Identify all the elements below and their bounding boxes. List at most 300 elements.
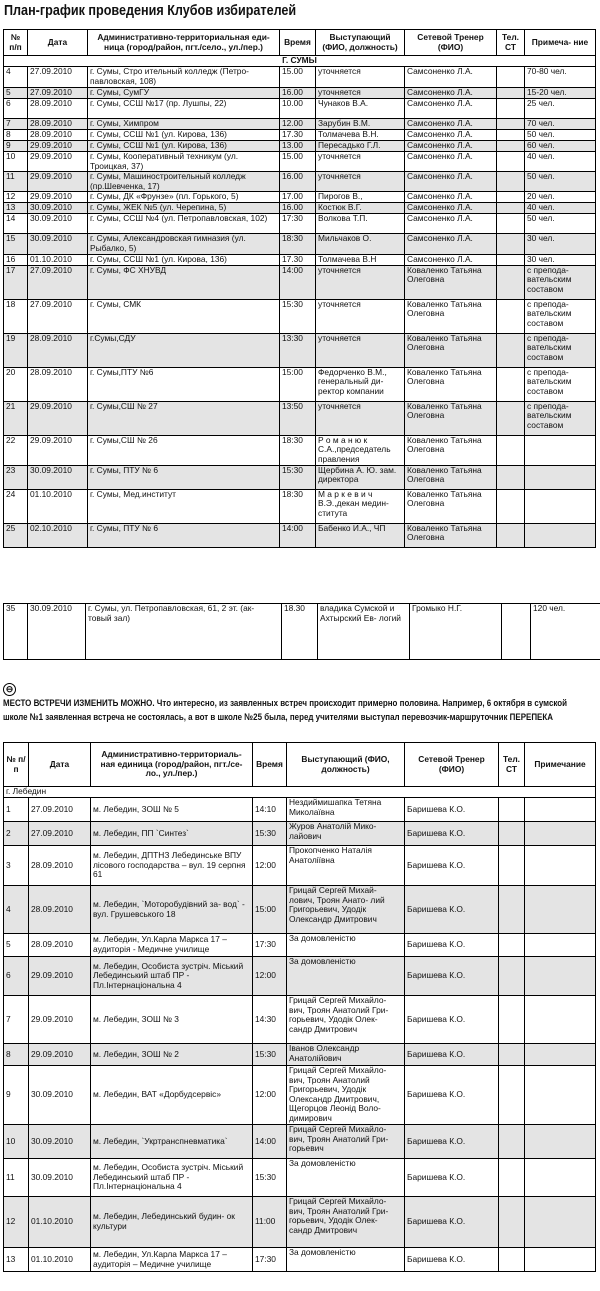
row-speaker: Щербина А. Ю. зам. директора [316,465,405,489]
row-note: 60 чел. [525,141,596,152]
table-row [4,1159,596,1197]
row-time: 14:00 [280,523,316,547]
row-place: г. Сумы, СумГУ [88,88,280,99]
section-row [4,56,596,67]
row-time: 17.00 [280,192,316,203]
row-place: г. Сумы,ПТУ №6 [88,367,280,401]
row-number: 7 [4,996,29,1044]
row-phone [497,401,525,435]
col-header-place: Административно-территориаль- ная единица (город/район, пгт./се- ло., ул./пер.) [91,743,253,787]
table-row [4,465,596,489]
table-row [4,299,596,333]
row-trainer: Самсоненко Л.А. [405,172,497,192]
row-phone [497,254,525,265]
row-date: 27.09.2010 [28,265,88,299]
row-place: г. Сумы,СШ № 27 [88,401,280,435]
row-note [525,996,596,1044]
row-place: г. Сумы, ССШ №1 (ул. Кирова, 136) [88,254,280,265]
editorial-note-text: МЕСТО ВСТРЕЧИ ИЗМЕНИТЬ МОЖНО. Что интересно, из заявленных встреч происходит примерно половина. Например, 6 октября в сумской школе №1 заявленная встреча не состоялась, а вот в школе №25 была, перед учителями выступал перевозчик-маршруточник ПЕРЕПЕКА [3,698,568,724]
row-speaker: уточняется [316,401,405,435]
row-speaker: уточняется [316,67,405,88]
row-speaker: Грицай Сергей Михай- лович, Троян Анато- лий Григорьевич, Удодік Олександр Дмитрович [287,886,405,934]
row-phone [497,523,525,547]
col-header-speaker: Выступающий (ФИО, должность) [316,30,405,56]
row-place: м. Лебедин, ЗОШ № 2 [91,1044,253,1066]
table-header-row [4,743,596,787]
row-place: м. Лебедин, ЗОШ № 3 [91,996,253,1044]
row-phone [497,234,525,254]
row-number: 14 [4,214,28,234]
row-trainer: Баришева К.О. [405,1159,499,1197]
row-time: 14:10 [253,798,287,822]
row-trainer: Коваленко Татьяна Олеговна [405,401,497,435]
row-time: 15:30 [280,465,316,489]
row-date: 29.09.2010 [28,401,88,435]
row-note: с препода- вательским составом [525,265,596,299]
row-place: м. Лебедин, ПП `Синтез` [91,822,253,846]
row-time: 18:30 [280,435,316,465]
row-trainer: Баришева К.О. [405,1248,499,1272]
row-trainer: Самсоненко Л.А. [405,214,497,234]
row-phone [497,152,525,172]
row-speaker: Грицай Сергей Михайло- вич, Троян Анатолий Гри- горьевич, Удодік Олек- сандр Дмитрович [287,996,405,1044]
row-speaker: М а р к е в и ч В.Э.,декан медин- ститута [316,489,405,523]
col-header-date: Дата [28,30,88,56]
row-phone [497,465,525,489]
row-number: 10 [4,152,28,172]
table-row [4,254,596,265]
row-number: 24 [4,489,28,523]
row-time: 13:50 [280,401,316,435]
table-row [4,152,596,172]
col-header-place: Административно-территориальная еди- ница (город/район, пгт./село., ул./пер.) [88,30,280,56]
row-time: 18:30 [280,489,316,523]
col-header-trainer: Сетевой Тренер (ФИО) [405,30,497,56]
row-place: г. Сумы, ССШ №1 (ул. Кирова, 136) [88,130,280,141]
row-trainer: Коваленко Татьяна Олеговна [405,265,497,299]
table-row [4,99,596,119]
row-trainer: Баришева К.О. [405,846,499,886]
row-phone [499,798,525,822]
row-speaker: Пирогов В., [316,192,405,203]
row-time: 15:30 [253,1159,287,1197]
row-time: 12:00 [253,1066,287,1125]
row-number: 15 [4,234,28,254]
row-note: 50 чел. [525,214,596,234]
schedule-table-lebedin [3,742,596,1272]
row-number: 8 [4,130,28,141]
row-time: 17:30 [280,214,316,234]
row-date: 27.09.2010 [29,798,91,822]
row-trainer: Самсоненко Л.А. [405,192,497,203]
row-date: 29.09.2010 [28,152,88,172]
row-speaker: За домовленістю [287,1248,405,1272]
editorial-note [3,683,595,725]
row-place: г.Сумы,СДУ [88,333,280,367]
row-number: 6 [4,99,28,119]
row-place: г. Сумы, ПТУ № 6 [88,465,280,489]
table-row [4,119,596,130]
row-note: 50 чел. [525,130,596,141]
row-phone [497,119,525,130]
row-note: 70-80 чел. [525,67,596,88]
row-trainer: Самсоненко Л.А. [405,119,497,130]
row-time: 15:30 [280,299,316,333]
row-number: 7 [4,119,28,130]
row-date: 29.09.2010 [29,957,91,996]
row-trainer: Самсоненко Л.А. [405,130,497,141]
row-note [525,822,596,846]
row-trainer: Баришева К.О. [405,934,499,957]
row-speaker: уточняется [316,333,405,367]
row-phone [497,333,525,367]
row-number: 11 [4,172,28,192]
row-time: 13:30 [280,333,316,367]
row-note: 25 чел. [525,99,596,119]
section-title-sumy: Г. СУМЫ [4,56,596,67]
row-date: 28.09.2010 [28,333,88,367]
row-date: 28.09.2010 [28,99,88,119]
row-number: 8 [4,1044,29,1066]
row-date: 29.09.2010 [29,996,91,1044]
row-speaker: Нездиймишапка Тетяна Миколаївна [287,798,405,822]
row-note: 30 чел. [525,254,596,265]
row-note: 40 чел. [525,203,596,214]
row-place: г. Сумы, Стро ительный колледж (Петро- павловская, 108) [88,67,280,88]
row-date: 29.09.2010 [28,192,88,203]
row-speaker: За домовленістю [287,1159,405,1197]
row-note [525,1066,596,1125]
row-note: с препода- вательским составом [525,333,596,367]
row-number: 5 [4,934,29,957]
table-row [4,604,600,660]
row-time: 12.00 [280,119,316,130]
row-phone [497,203,525,214]
row-time: 11:00 [253,1197,287,1248]
row-date: 27.09.2010 [28,88,88,99]
row-speaker: уточняется [316,152,405,172]
table-row [4,1248,596,1272]
row-phone [499,886,525,934]
row-place: г. Сумы, Александровская гимназия (ул. Рыбалко, 5) [88,234,280,254]
row-number: 10 [4,1125,29,1159]
col-header-num: № п/п [4,30,28,56]
row-place: м. Лебедин, ЗОШ № 5 [91,798,253,822]
row-number: 5 [4,88,28,99]
section-row [4,787,596,798]
col-header-note: Примеча- ние [525,30,596,56]
row-phone [497,214,525,234]
row-trainer: Самсоненко Л.А. [405,152,497,172]
row-phone [499,1248,525,1272]
row-date: 28.09.2010 [28,367,88,401]
row-date: 30.09.2010 [29,1125,91,1159]
row-speaker: Волкова Т.П. [316,214,405,234]
row-phone [497,435,525,465]
table-row [4,130,596,141]
table-header-row [4,30,596,56]
row-speaker: Журов Анатолій Мико- лайович [287,822,405,846]
section-title-lebedin: г. Лебедин [4,787,596,798]
row-number: 9 [4,141,28,152]
row-place: м. Лебедин, Особиста зустріч. Міський Лебединський штаб ПР - Пл.Інтернаціональна 4 [91,1159,253,1197]
col-header-trainer: Сетевой Тренер (ФИО) [405,743,499,787]
row-trainer: Коваленко Татьяна Олеговна [405,367,497,401]
row-place: г. Сумы, ДК «Фрунзе» (пл. Горького, 5) [88,192,280,203]
row-phone [497,141,525,152]
row-trainer: Громыко Н.Г. [410,604,502,660]
row-date: 28.09.2010 [29,846,91,886]
row-number: 3 [4,846,29,886]
row-date: 01.10.2010 [29,1248,91,1272]
table-row [4,401,596,435]
row-date: 27.09.2010 [28,299,88,333]
row-note [525,489,596,523]
row-number: 11 [4,1159,29,1197]
row-number: 35 [4,604,28,660]
row-trainer: Самсоненко Л.А. [405,141,497,152]
row-speaker: Р о м а н ю к С.А.,председатель правления [316,435,405,465]
row-date: 28.09.2010 [29,934,91,957]
row-time: 16.00 [280,172,316,192]
row-speaker: Зарубин В.М. [316,119,405,130]
row-phone [497,172,525,192]
row-trainer: Коваленко Татьяна Олеговна [405,523,497,547]
row-phone [497,265,525,299]
col-header-num: № п/п [4,743,29,787]
row-speaker: уточняется [316,88,405,99]
row-note: с препода- вательским составом [525,299,596,333]
row-number: 23 [4,465,28,489]
row-speaker: Толмачева В.Н [316,254,405,265]
row-date: 30.09.2010 [28,203,88,214]
row-speaker: Толмачева В.Н. [316,130,405,141]
row-speaker: уточняется [316,299,405,333]
row-note [525,465,596,489]
row-note [525,798,596,822]
row-speaker: Бабенко И.А., ЧП [316,523,405,547]
row-phone [499,996,525,1044]
row-date: 29.09.2010 [28,435,88,465]
row-speaker: Грицай Сергей Михайло- вич, Троян Анатолий Гри- горьевич, Удодік Олек- сандр Дмитрович [287,1197,405,1248]
schedule-table-extra [3,603,600,660]
row-number: 13 [4,1248,29,1272]
row-note: с препода- вательским составом [525,367,596,401]
row-speaker: Мильчаков О. [316,234,405,254]
col-header-time: Время [280,30,316,56]
table-row [4,265,596,299]
table-row [4,192,596,203]
row-trainer: Самсоненко Л.А. [405,99,497,119]
row-place: м. Лебедин, `Укртранспневматика` [91,1125,253,1159]
col-header-time: Время [253,743,287,787]
page-title: План-график проведения Клубов избирателей [4,2,297,19]
row-date: 27.09.2010 [28,67,88,88]
schedule-table-sumy [3,29,596,548]
row-phone [497,367,525,401]
table-row [4,1125,596,1159]
row-number: 9 [4,1066,29,1125]
row-date: 29.09.2010 [28,141,88,152]
row-time: 16.00 [280,88,316,99]
row-note: 40 чел. [525,152,596,172]
row-phone [497,99,525,119]
col-header-date: Дата [29,743,91,787]
row-place: м. Лебедин, ДПТНЗ Лебединське ВПУ лісового господарства – вул. 19 серпня 61 [91,846,253,886]
row-note [525,886,596,934]
row-trainer: Коваленко Татьяна Олеговна [405,489,497,523]
row-time: 14:30 [253,996,287,1044]
row-trainer: Самсоненко Л.А. [405,234,497,254]
row-place: м. Лебедин, Лебединський будин- ок культури [91,1197,253,1248]
row-place: г. Сумы,СШ № 26 [88,435,280,465]
row-trainer: Самсоненко Л.А. [405,67,497,88]
row-time: 12:00 [253,846,287,886]
row-phone [497,192,525,203]
row-date: 01.10.2010 [28,254,88,265]
row-place: г. Сумы, Машиностроительный колледж (пр.Шевченка, 17) [88,172,280,192]
row-number: 1 [4,798,29,822]
row-place: г. Сумы, ПТУ № 6 [88,523,280,547]
table-row [4,67,596,88]
row-time: 14:00 [253,1125,287,1159]
row-place: г. Сумы, Мед.институт [88,489,280,523]
row-time: 18.30 [282,604,318,660]
table-row [4,798,596,822]
row-speaker: Іванов Олександр Анатолійович [287,1044,405,1066]
row-date: 30.09.2010 [28,234,88,254]
table-row [4,333,596,367]
row-phone [499,1159,525,1197]
row-place: г. Сумы, ул. Петропавловская, 61, 2 эт. (ак- товый зал) [86,604,282,660]
row-date: 30.09.2010 [28,604,86,660]
row-number: 4 [4,67,28,88]
row-phone [499,1125,525,1159]
table-row [4,846,596,886]
row-number: 4 [4,886,29,934]
row-number: 25 [4,523,28,547]
row-time: 10.00 [280,99,316,119]
row-note: 20 чел. [525,192,596,203]
minus-circle-icon: ⊖ [3,683,16,696]
row-time: 17:30 [253,1248,287,1272]
row-time: 16.00 [280,203,316,214]
row-date: 30.09.2010 [29,1159,91,1197]
row-phone [502,604,531,660]
col-header-note: Примечание [525,743,596,787]
row-date: 30.09.2010 [29,1066,91,1125]
row-phone [499,1044,525,1066]
row-speaker: Прокопченко Наталія Анатоліївна [287,846,405,886]
row-place: г. Сумы, ССШ №1 (ул. Кирова, 136) [88,141,280,152]
table-row [4,489,596,523]
row-note [525,435,596,465]
table-row [4,957,596,996]
row-speaker: Федорченко В.М., генеральный ди- ректор компании [316,367,405,401]
row-note: 15-20 чел. [525,88,596,99]
table-row [4,523,596,547]
row-number: 2 [4,822,29,846]
row-place: г. Сумы, ЖЕК №5 (ул. Черепина, 5) [88,203,280,214]
row-speaker: За домовленістю [287,934,405,957]
row-date: 29.09.2010 [29,1044,91,1066]
row-phone [497,299,525,333]
row-time: 15.00 [280,152,316,172]
row-trainer: Баришева К.О. [405,1066,499,1125]
row-trainer: Самсоненко Л.А. [405,88,497,99]
table-row [4,886,596,934]
row-place: г. Сумы, СМК [88,299,280,333]
row-trainer: Самсоненко Л.А. [405,254,497,265]
row-note [525,1248,596,1272]
table-row [4,1066,596,1125]
col-header-phone: Тел. СТ [497,30,525,56]
row-place: г. Сумы, Химпром [88,119,280,130]
row-trainer: Баришева К.О. [405,798,499,822]
row-number: 12 [4,192,28,203]
table-row [4,996,596,1044]
row-number: 21 [4,401,28,435]
row-place: м. Лебедин, Ул.Карла Маркса 17 – аудиторія - Медичне училище [91,934,253,957]
table-row [4,435,596,465]
row-trainer: Баришева К.О. [405,886,499,934]
row-time: 18:30 [280,234,316,254]
table-row [4,214,596,234]
table-row [4,1197,596,1248]
row-date: 27.09.2010 [29,822,91,846]
row-speaker: уточняется [316,265,405,299]
row-note: с препода- вательским составом [525,401,596,435]
row-place: м. Лебедин, `Моторобудівний за- вод` - вул. Грушевського 18 [91,886,253,934]
row-time: 17:30 [253,934,287,957]
row-date: 01.10.2010 [29,1197,91,1248]
row-phone [497,88,525,99]
row-date: 28.09.2010 [28,119,88,130]
row-place: г. Сумы, ФС ХНУВД [88,265,280,299]
table-row [4,203,596,214]
table-row [4,88,596,99]
row-phone [499,822,525,846]
row-trainer: Баришева К.О. [405,957,499,996]
row-speaker: Костюк В.Г. [316,203,405,214]
row-note [525,846,596,886]
row-time: 15:00 [280,367,316,401]
row-date: 02.10.2010 [28,523,88,547]
row-time: 17.30 [280,254,316,265]
row-trainer: Коваленко Татьяна Олеговна [405,435,497,465]
row-note [525,1197,596,1248]
row-speaker: Чунаков В.А. [316,99,405,119]
row-number: 12 [4,1197,29,1248]
row-number: 18 [4,299,28,333]
row-date: 30.09.2010 [28,214,88,234]
row-trainer: Коваленко Татьяна Олеговна [405,299,497,333]
row-place: г. Сумы, Кооперативный техникум (ул. Троицкая, 37) [88,152,280,172]
row-speaker: За домовленістю [287,957,405,996]
row-number: 17 [4,265,28,299]
row-date: 29.09.2010 [28,172,88,192]
row-place: г. Сумы, ССШ №4 (ул. Петропавловская, 102) [88,214,280,234]
row-time: 13.00 [280,141,316,152]
row-trainer: Баришева К.О. [405,1125,499,1159]
row-place: м. Лебедин, Особиста зустріч. Міський Лебединський штаб ПР - Пл.Інтернаціональна 4 [91,957,253,996]
row-note [525,1125,596,1159]
row-speaker: владика Сумской и Ахтырский Ев- логий [318,604,410,660]
row-date: 30.09.2010 [28,465,88,489]
table-row [4,234,596,254]
row-phone [497,489,525,523]
table-row [4,822,596,846]
